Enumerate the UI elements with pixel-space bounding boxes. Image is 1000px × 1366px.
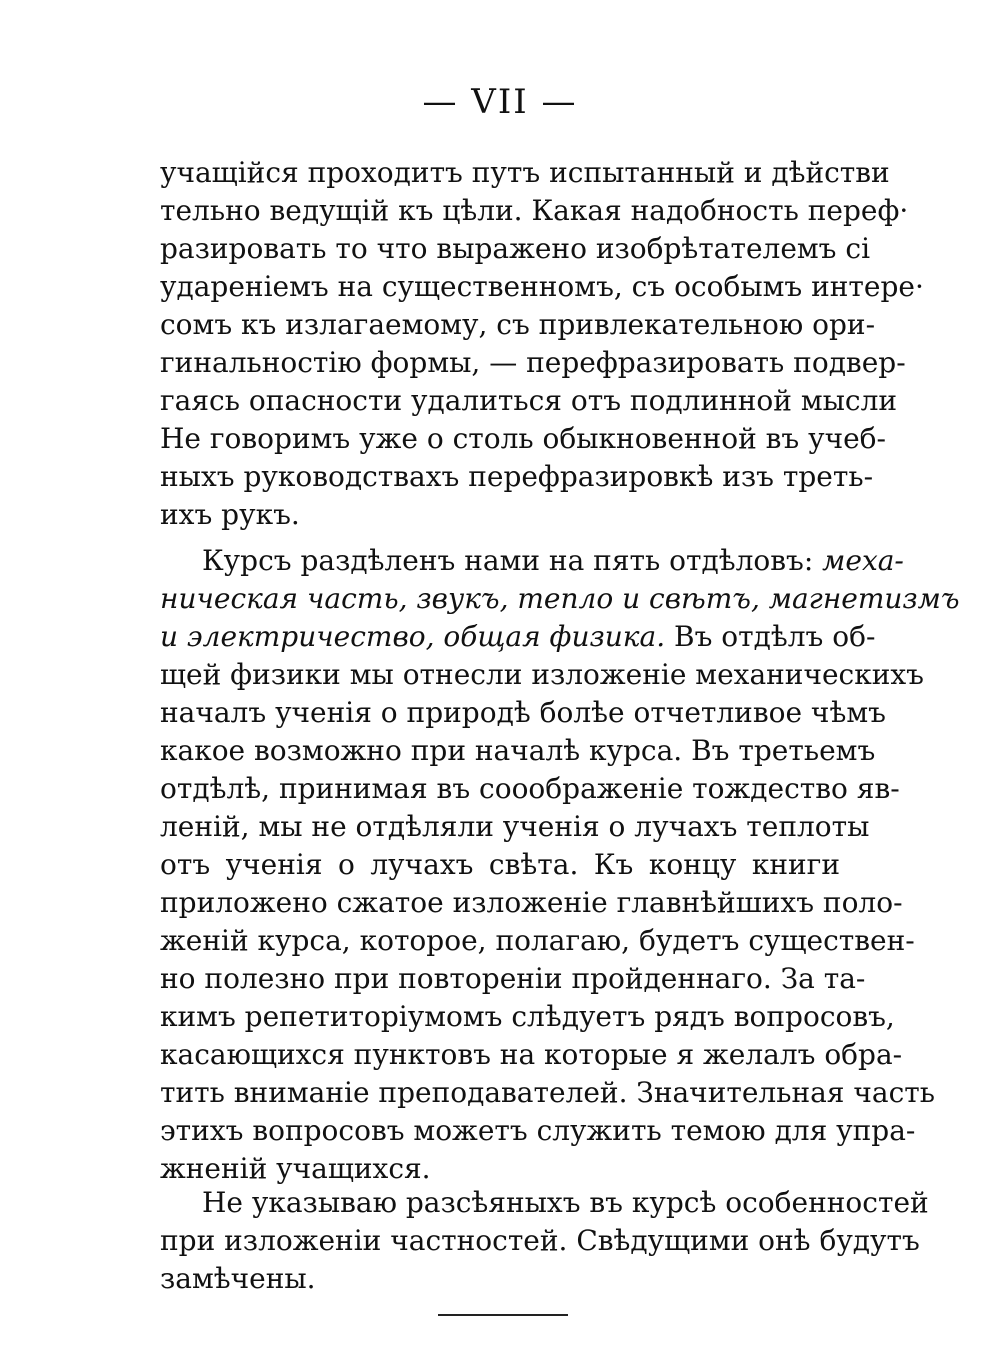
text-line: ныхъ руководствахъ перефразировкѣ изъ треть- [160, 460, 874, 493]
text-line: при изложеніи частностей. Свѣдущими онѣ будутъ [160, 1224, 920, 1257]
text-line: щей физики мы отнесли изложеніе механическихъ [160, 658, 924, 691]
text-line: леній, мы не отдѣляли ученія о лучахъ теплоты [160, 810, 870, 843]
text-line: отдѣлѣ, принимая въ сооображеніе тождество яв- [160, 772, 900, 805]
text-line: разировать то что выражено изобрѣтателемъ сі [160, 232, 871, 265]
text-line: жненій учащихся. [160, 1152, 431, 1185]
text-run: Въ отдѣлъ об- [665, 620, 876, 653]
text-line: касающихся пунктовъ на которые я желалъ обра- [160, 1038, 903, 1071]
page-number: — VII — [422, 82, 578, 122]
text-line: удареніемъ на существенномъ, съ особымъ интере· [160, 270, 924, 303]
text-line [202, 542, 904, 580]
text-line: ихъ рукъ. [160, 498, 300, 531]
text-line: Не указываю разсѣяныхъ въ курсѣ особенностей [202, 1186, 929, 1219]
text-line: началъ ученія о природѣ болѣе отчетливое чѣмъ [160, 696, 886, 729]
text-line: гинальностію формы, — перефразировать подвер- [160, 346, 906, 379]
text-line: женій курса, которое, полагаю, будетъ существен- [160, 924, 915, 957]
text-line: кимъ репетиторіумомъ слѣдуетъ рядъ вопросовъ, [160, 1000, 895, 1033]
text-run: Курсъ раздѣленъ нами на пять отдѣловъ: [202, 544, 823, 577]
italic-text-run: и электричество, общая физика. [160, 620, 666, 653]
section-end-rule [438, 1314, 568, 1316]
text-line: отъ ученія о лучахъ свѣта. Къ концу книги [160, 848, 840, 881]
text-line: тить вниманіе преподавателей. Значительная часть [160, 1076, 935, 1109]
text-line [160, 618, 876, 656]
text-line: сомъ къ излагаемому, съ привлекательною ори- [160, 308, 876, 341]
text-line: тельно ведущій къ цѣли. Какая надобность переф· [160, 194, 909, 227]
italic-text-run: меха- [822, 544, 904, 577]
text-line: учащійся проходитъ путъ испытанный и дѣйстви [160, 156, 890, 189]
text-line: какое возможно при началѣ курса. Въ третьемъ [160, 734, 876, 767]
text-line: этихъ вопросовъ можетъ служить темою для упра- [160, 1114, 916, 1147]
text-line: замѣчены. [160, 1262, 316, 1295]
text-line: Не говоримъ уже о столь обыкновенной въ учеб- [160, 422, 886, 455]
text-line: гаясь опасности удалиться отъ подлинной мысли [160, 384, 898, 417]
italic-text-line: ническая часть, звукъ, тепло и свѣтъ, магнетизмъ [160, 582, 960, 615]
text-line: но полезно при повтореніи пройденнаго. За та- [160, 962, 866, 995]
text-line: приложено сжатое изложеніе главнѣйшихъ поло- [160, 886, 903, 919]
